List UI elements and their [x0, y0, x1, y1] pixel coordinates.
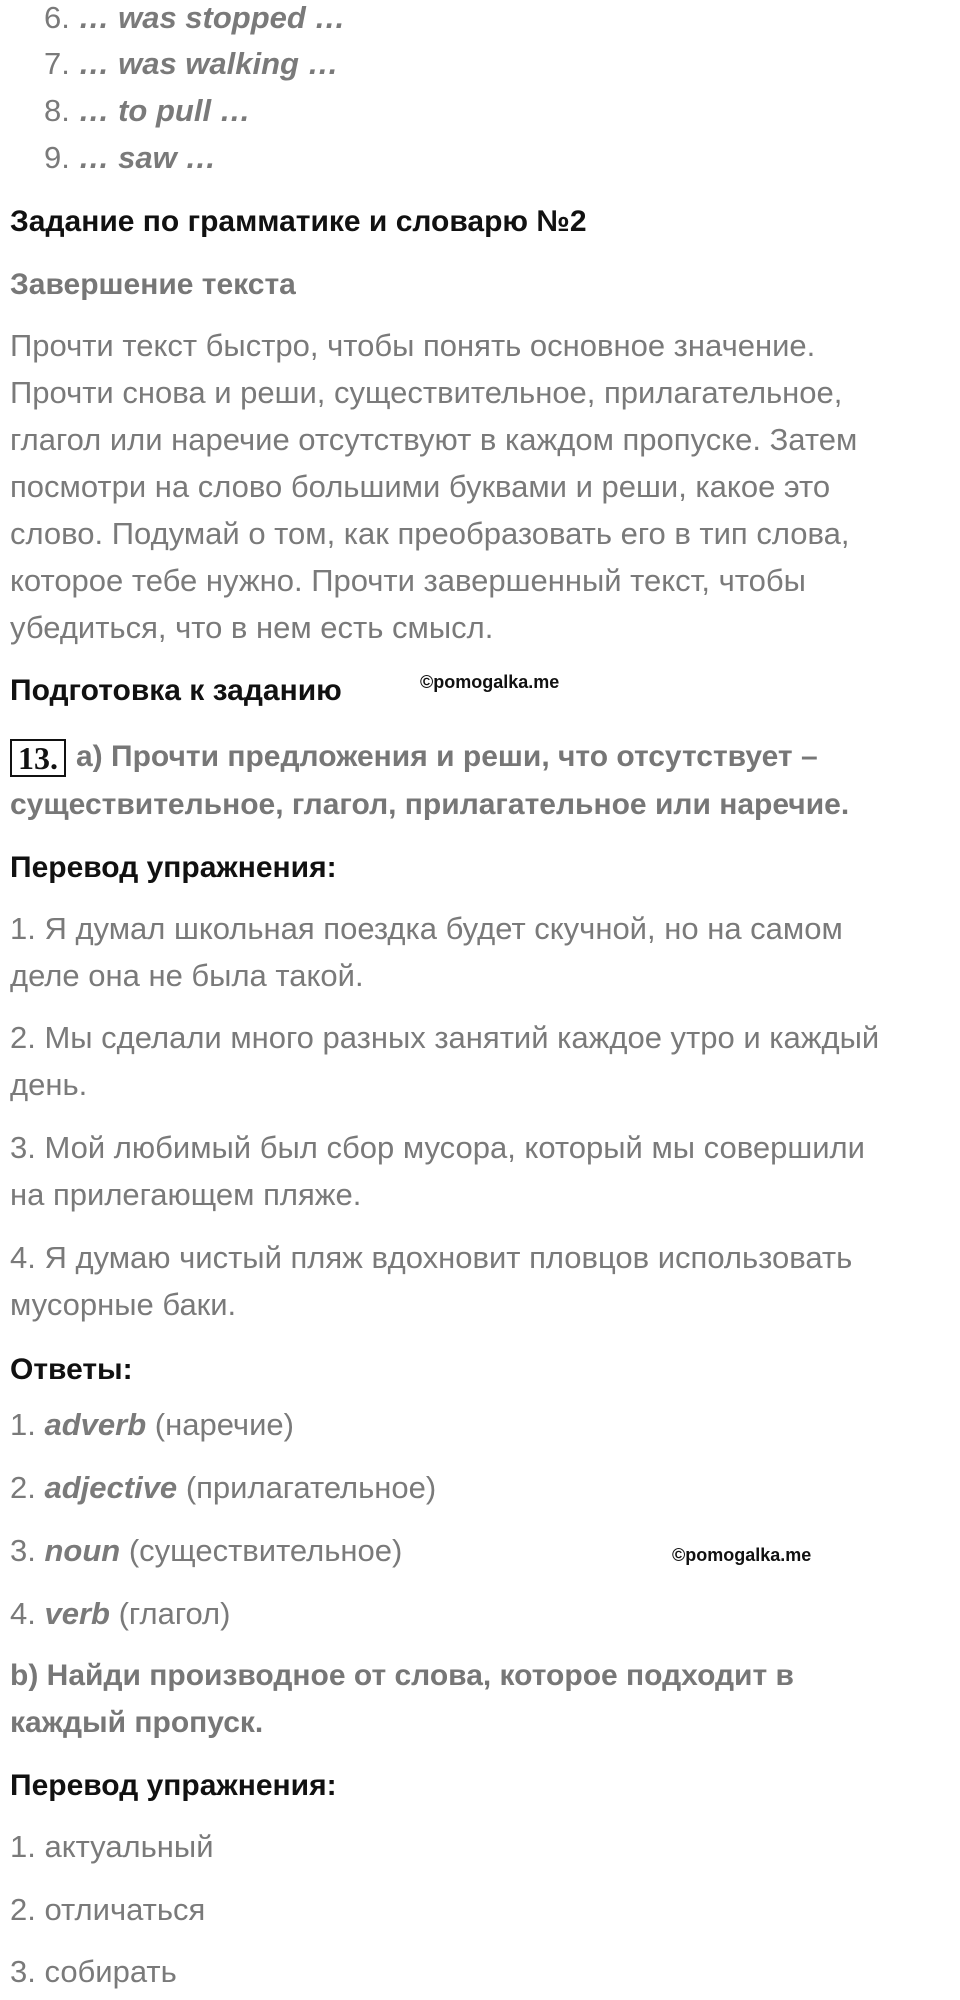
- answer-translation: (прилагательное): [185, 1470, 437, 1505]
- instruction-line: глагол или наречие отсутствуют в каждом пропуске. Затем: [10, 422, 858, 457]
- answer-number: 3.: [10, 1533, 36, 1568]
- sentence-line: 1. Я думал школьная поездка будет скучной, но на самом: [10, 911, 843, 946]
- watermark: ©pomogalka.me: [672, 1545, 812, 1565]
- instruction-line: Прочти снова и реши, существительное, прилагательное,: [10, 375, 843, 410]
- answer-translation: (наречие): [154, 1407, 294, 1442]
- answer-word: adverb: [44, 1407, 147, 1442]
- part-b-title: b) Найди производное от слова, которое подходит в: [10, 1659, 794, 1692]
- answer-item: [10, 1468, 436, 1508]
- answers-heading: Ответы:: [10, 1353, 133, 1386]
- instruction-line: убедиться, что в нем есть смысл.: [10, 610, 494, 645]
- instruction-line: Прочти текст быстро, чтобы понять основное значение.: [10, 328, 816, 363]
- sentence-line: мусорные баки.: [10, 1287, 237, 1322]
- exercise-number-box: 13.: [10, 739, 66, 777]
- instruction-line: посмотри на слово большими буквами и реши, какое это: [10, 469, 831, 504]
- sentence-line: на прилегающем пляже.: [10, 1177, 362, 1212]
- answer-number: 1.: [10, 1407, 36, 1442]
- answer-word: noun: [44, 1533, 121, 1568]
- list-text: … saw …: [78, 140, 217, 175]
- list-number: 9.: [44, 140, 70, 175]
- exercise-title-line: a) Прочти предложения и реши, что отсутствует –: [76, 740, 818, 773]
- sentence-line: деле она не была такой.: [10, 958, 364, 993]
- sentence-line: 2. Мы сделали много разных занятий каждое утро и каждый: [10, 1020, 880, 1055]
- list-item: [44, 138, 216, 178]
- sentence-line: день.: [10, 1067, 88, 1102]
- list-text: … was walking …: [78, 46, 339, 81]
- exercise-title-line: существительное, глагол, прилагательное или наречие.: [10, 788, 850, 821]
- prep-heading: Подготовка к заданию: [10, 674, 342, 707]
- answer-word: adjective: [44, 1470, 178, 1505]
- answer-translation: (существительное): [128, 1533, 403, 1568]
- sentence-line: 4. Я думаю чистый пляж вдохновит пловцов использовать: [10, 1240, 853, 1275]
- part-b-title: каждый пропуск.: [10, 1706, 264, 1739]
- list-item: 3. собирать: [10, 1954, 177, 1989]
- list-number: 6.: [44, 0, 70, 35]
- list-item: [44, 91, 251, 131]
- answer-item: [10, 1531, 402, 1571]
- answer-number: 4.: [10, 1596, 36, 1631]
- answer-translation: (глагол): [118, 1596, 231, 1631]
- answer-word: verb: [44, 1596, 110, 1631]
- list-text: … was stopped …: [78, 0, 346, 35]
- task-subheading: Завершение текста: [10, 268, 296, 301]
- task-heading: Задание по грамматике и словарю №2: [10, 205, 587, 238]
- answer-item: [10, 1405, 294, 1445]
- answer-number: 2.: [10, 1470, 36, 1505]
- sentence-line: 3. Мой любимый был сбор мусора, который мы совершили: [10, 1130, 865, 1165]
- watermark: ©pomogalka.me: [420, 672, 560, 692]
- translation-heading: Перевод упражнения:: [10, 851, 337, 884]
- instruction-line: слово. Подумай о том, как преобразовать его в тип слова,: [10, 516, 850, 551]
- list-number: 7.: [44, 46, 70, 81]
- exercise-title: [10, 736, 818, 777]
- instruction-line: которое тебе нужно. Прочти завершенный текст, чтобы: [10, 563, 806, 598]
- translation-heading: Перевод упражнения:: [10, 1769, 337, 1802]
- list-item: [44, 0, 345, 38]
- list-number: 8.: [44, 93, 70, 128]
- list-text: … to pull …: [78, 93, 251, 128]
- list-item: 1. актуальный: [10, 1829, 214, 1864]
- list-item: 2. отличаться: [10, 1892, 206, 1927]
- list-item: [44, 44, 339, 84]
- answer-item: [10, 1594, 230, 1634]
